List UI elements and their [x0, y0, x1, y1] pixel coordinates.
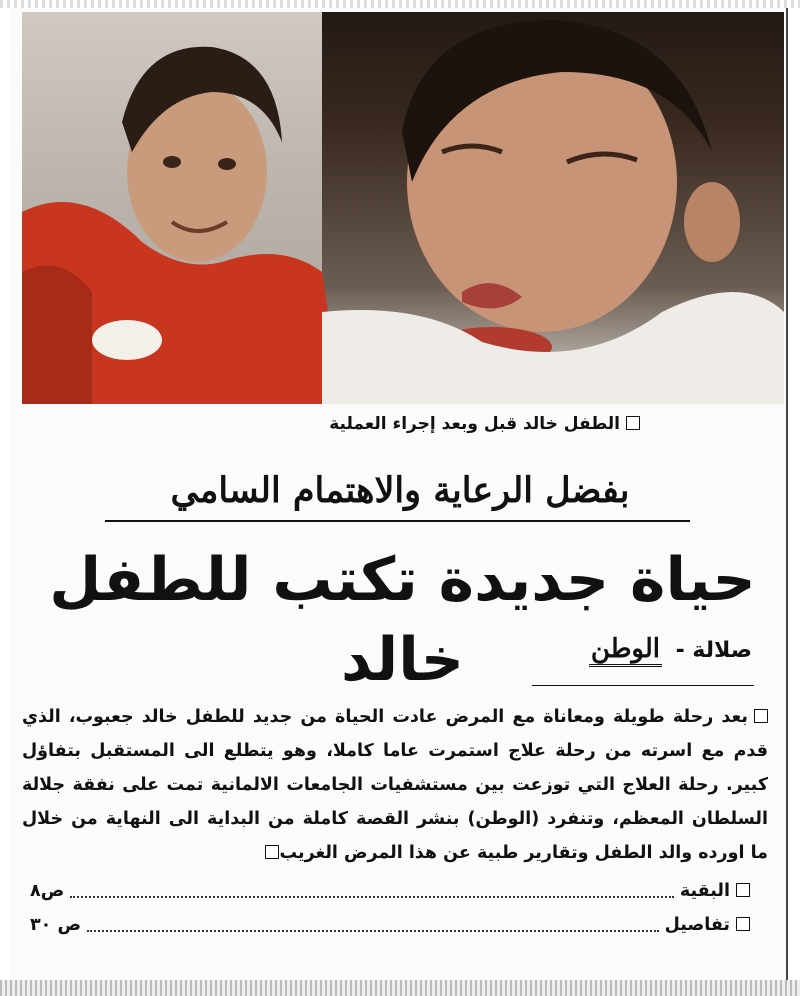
continuation-refs	[30, 874, 750, 942]
newspaper-clipping	[10, 8, 788, 980]
article-photo	[22, 12, 784, 404]
bullet-box-icon	[736, 917, 750, 931]
caption-text: الطفل خالد قبل وبعد إجراء العملية	[329, 414, 620, 434]
leader-dots	[70, 874, 674, 898]
kicker-headline: بفضل الرعاية والاهتمام السامي	[170, 470, 630, 511]
photo-caption	[50, 414, 640, 442]
ref-row	[30, 908, 750, 942]
newspaper-logo: الوطن	[589, 634, 662, 667]
bullet-box-icon	[736, 883, 750, 897]
ref-label: البقية	[679, 881, 730, 901]
ref-page: ص ٣٠	[30, 915, 82, 935]
article-body	[22, 700, 768, 870]
kicker-underline	[105, 520, 690, 522]
dateline-rule	[532, 685, 754, 686]
dateline-city: صلالة -	[675, 638, 752, 663]
main-headline: حياة جديدة تكتب للطفل خالد	[49, 545, 756, 695]
leader-dots	[87, 908, 659, 932]
scan-bottom-edge	[0, 980, 800, 996]
photo-illustration	[22, 12, 784, 404]
dateline	[530, 634, 752, 684]
ref-row	[30, 874, 750, 908]
article-paragraph: بعد رحلة طويلة ومعاناة مع المرض عادت الحياة من جديد للطفل خالد جعبوب، الذي قدم مع اسرته من رحلة علاج استمرت عاما كاملا، وهو يتطلع الى المستقبل بتفاؤل كبير. رحلة العلاج التي توزعت بين مستشفيات الجامعات الالمانية تمت على نفقة جلالة السلطان المعظم، وتنفرد (الوطن) بنشر القصة كاملة من البداية الى النهاية من خلال ما اورده والد الطفل وتقارير طبية عن هذا المرض الغريب	[22, 707, 768, 863]
ref-label: تفاصيل	[664, 915, 730, 935]
ref-page: ص٨	[30, 881, 65, 901]
scan-top-edge	[0, 0, 800, 8]
bullet-box-icon	[626, 416, 640, 430]
end-box-icon	[265, 845, 279, 859]
bullet-box-icon	[754, 709, 768, 723]
